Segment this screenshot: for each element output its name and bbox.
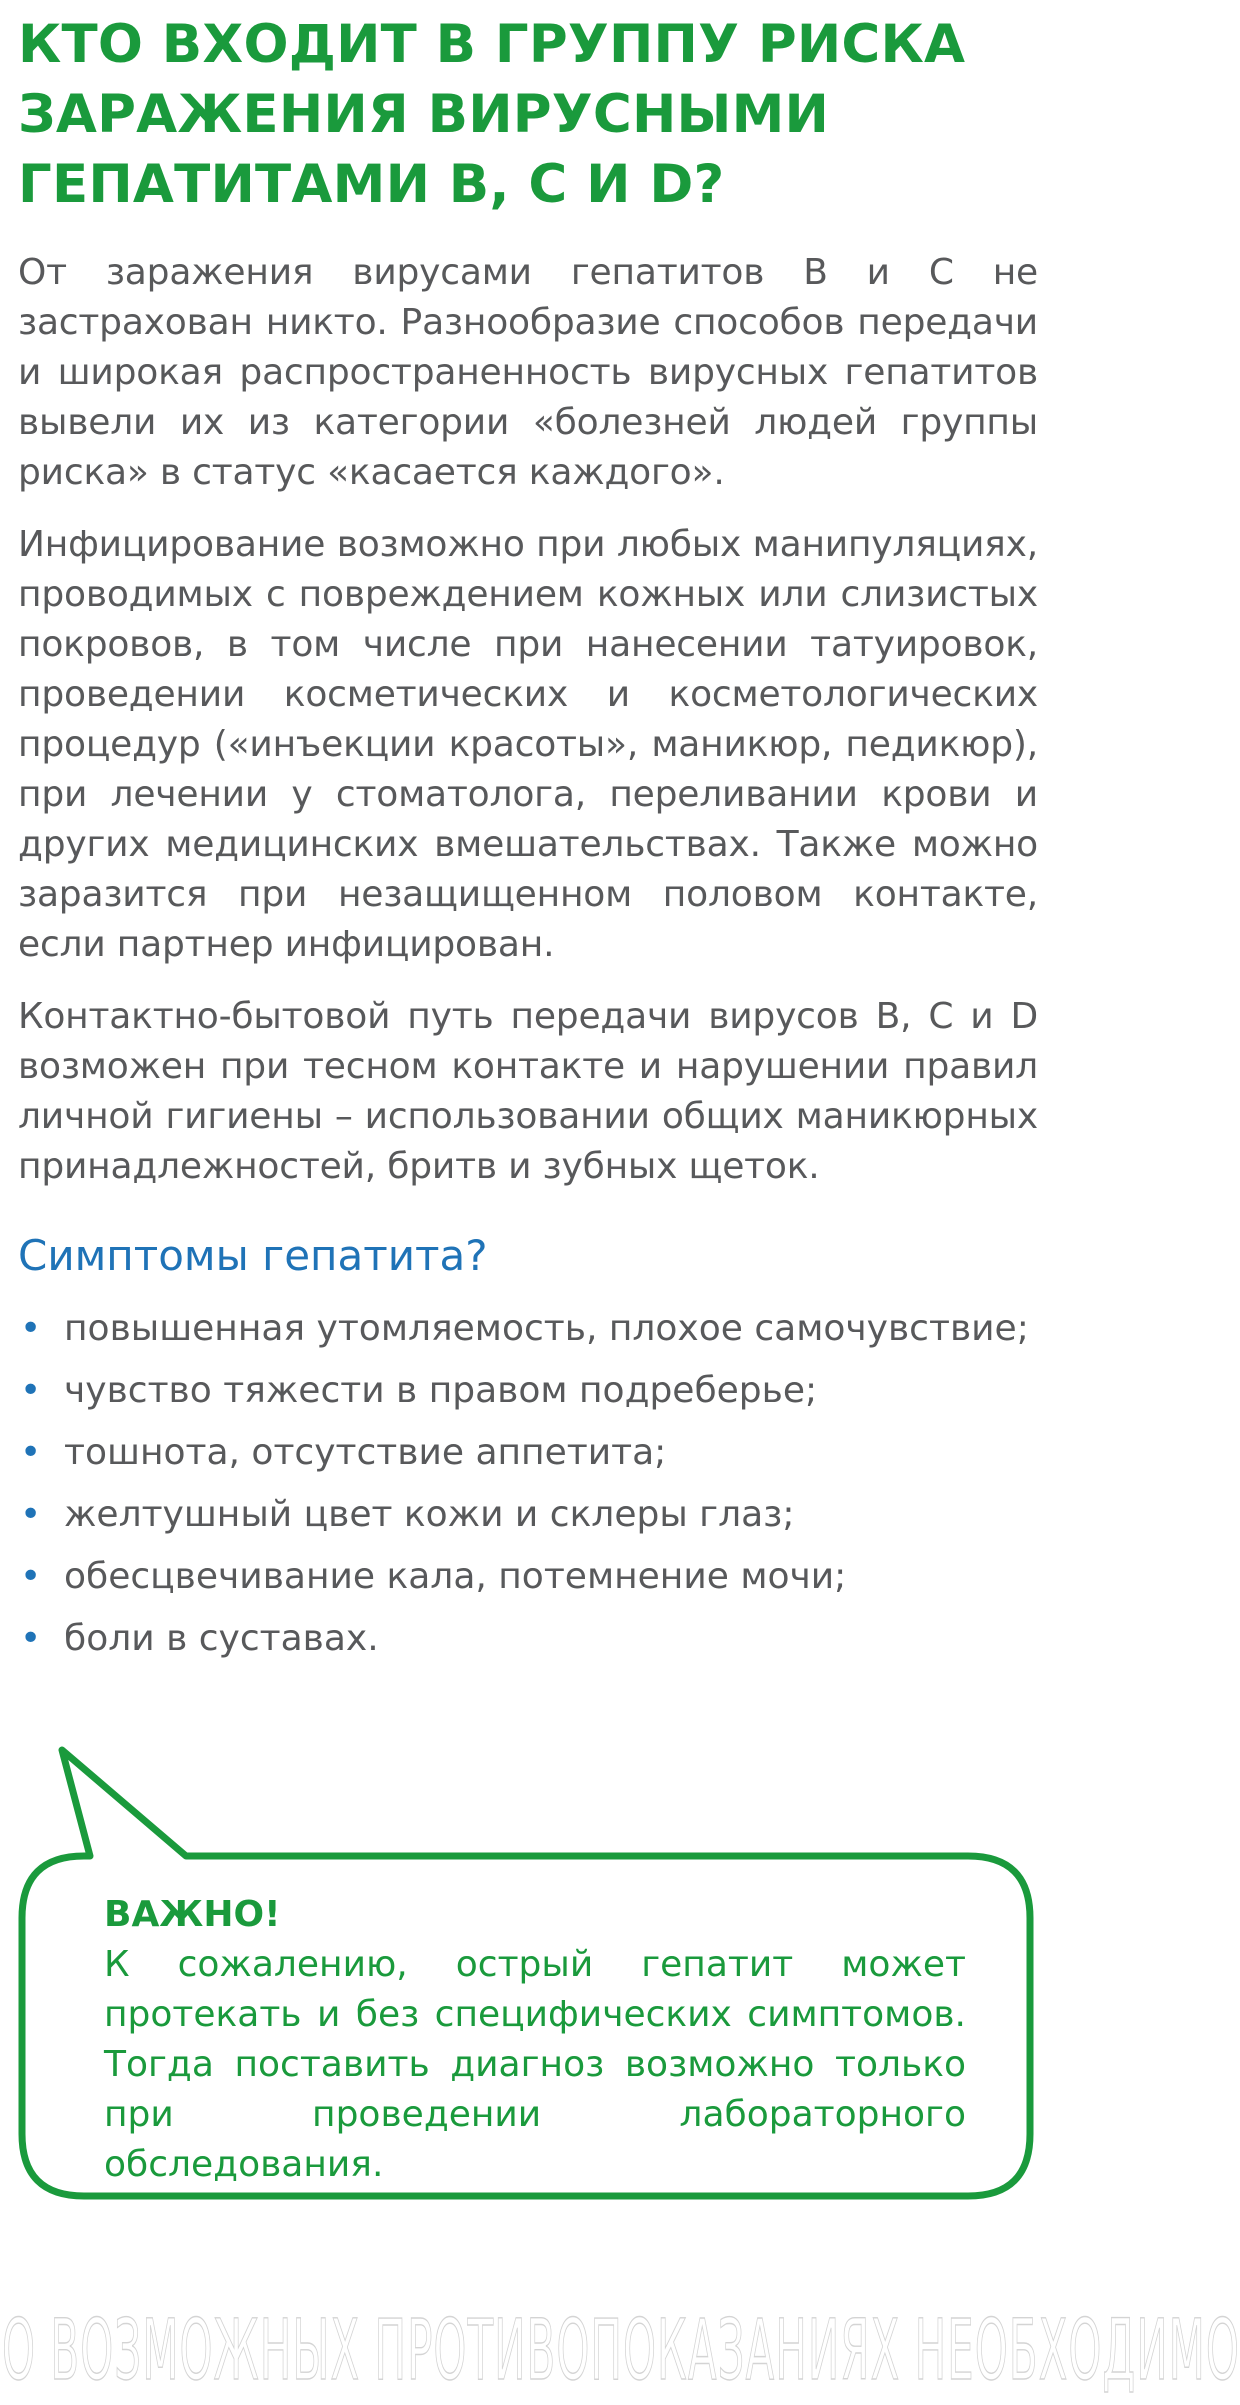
callout-body xyxy=(104,1890,966,2190)
bullet-icon: • xyxy=(20,1432,42,1473)
bullet-icon: • xyxy=(20,1370,42,1411)
symptom-text: боли в суставах. xyxy=(64,1618,379,1659)
symptom-text: тошнота, отсутствие аппетита; xyxy=(64,1432,667,1473)
bullet-icon: • xyxy=(20,1494,42,1535)
list-item xyxy=(18,1304,1038,1354)
list-item xyxy=(18,1490,1038,1540)
page-title: КТО ВХОДИТ В ГРУППУ РИСКА ЗАРАЖЕНИЯ ВИРУСНЫМИ ГЕПАТИТАМИ В, С И D? xyxy=(18,14,966,215)
bullet-icon: • xyxy=(20,1308,42,1349)
callout-text: К сожалению, острый гепатит может протекать и без специфических симптомов. Тогда поставить диагноз возможно только при проведении лабораторного обследования. xyxy=(104,1944,966,2185)
paragraph-1: От заражения вирусами гепатитов В и С не застрахован никто. Разнообразие способов передачи и широкая распространенность вирусных гепатитов вывели их из категории «болезней людей группы риска» в статус «касается каждого». xyxy=(18,252,1038,493)
bullet-icon: • xyxy=(20,1618,42,1659)
paragraph-3: Контактно-бытовой путь передачи вирусов В, С и D возможен при тесном контакте и нарушении правил личной гигиены – использовании общих маникюрных принадлежностей, бритв и зубных щеток. xyxy=(18,996,1038,1187)
callout-heading: ВАЖНО! xyxy=(104,1894,281,1935)
page-content xyxy=(18,0,1038,1676)
footer-band xyxy=(0,2300,1240,2405)
paragraph-2: Инфицирование возможно при любых манипуляциях, проводимых с повреждением кожных или слизистых покровов, в том числе при нанесении татуировок, проведении косметических и косметологических процедур («инъекции красоты», маникюр, педикюр), при лечении у стоматолога, переливании крови и других медицинских вмешательствах. Также можно заразится при незащищенном половом контакте, если партнер инфицирован. xyxy=(18,524,1038,965)
list-item xyxy=(18,1366,1038,1416)
list-item xyxy=(18,1614,1038,1664)
symptom-text: обесцвечивание кала, потемнение мочи; xyxy=(64,1556,847,1597)
symptom-text: чувство тяжести в правом подреберье; xyxy=(64,1370,818,1411)
list-item xyxy=(18,1428,1038,1478)
symptoms-list xyxy=(18,1304,1038,1664)
list-item xyxy=(18,1552,1038,1602)
footer-text: О ВОЗМОЖНЫХ ПРОТИВОПОКАЗАНИЯХ НЕОБХОДИМО xyxy=(2,2301,1240,2399)
symptom-text: повышенная утомляемость, плохое самочувствие; xyxy=(64,1308,1029,1349)
symptom-text: желтушный цвет кожи и склеры глаз; xyxy=(64,1494,795,1535)
important-callout xyxy=(18,1740,1034,2200)
symptoms-title: Симптомы гепатита? xyxy=(18,1231,488,1280)
bullet-icon: • xyxy=(20,1556,42,1597)
